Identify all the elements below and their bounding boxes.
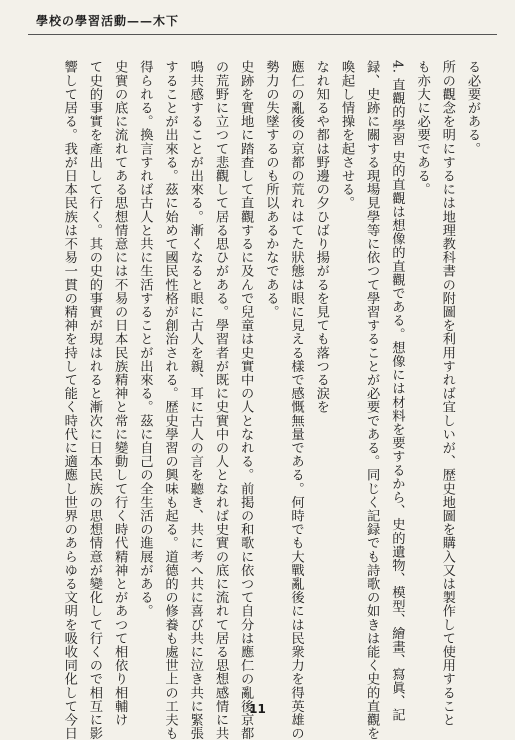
text-line: 應仁の亂後の京都の荒れはてた狀態は眼に見える樣で感慨無量である。何時でも大戰亂後には民衆力を得英雄の	[288, 60, 304, 740]
text-line: も亦大に必要である。	[414, 60, 430, 196]
text-line: なれ知るや都は野邊の夕ひばり揚がるを見ても落つる涙を	[313, 60, 329, 414]
text-line: 勢力の失墜するのも所以あるかなである。	[263, 60, 279, 319]
text-line: することが出來る。茲に始めて國民性格が創治される。歴史學習の興味も起る。道德的の修養も處世上の工夫も	[162, 60, 178, 740]
text-line: 喚起し情操を起させる。	[338, 60, 354, 210]
text-line: て史的事實を產出して行く。其の史的事實が現はれると漸次に日本民族の思想情意が變化して行くので相互に影	[86, 60, 102, 740]
header-rule	[28, 34, 497, 35]
text-line: 4. 直觀的學習 史的直觀は想像的直觀である。想像には材料を要するから、史的遺物、模型、繪畫、寫眞、記	[389, 60, 405, 722]
page-number: 11	[249, 702, 266, 716]
text-line: 響して居る。我が日本民族は不易一貫の精神を持して能く時代に適應し世界のあらゆる文明を吸收同化して今日	[61, 60, 77, 740]
text-line: 史實の底に流れてある思想情意には不易の日本民族精神と常に變動して行く時代精神とがあつて相依り相輔け	[112, 60, 128, 727]
text-line: 所の觀念を明にするには地理教科書の附圖を利用すれば宜しいが、歴史地圖を購入又は製作して使用すること	[439, 60, 455, 727]
text-line: る必要がある。	[465, 60, 480, 156]
text-line: 録、史跡に關する現場見學等に依つて學習することが必要である。同じく記録でも詩歌の如きは能く史的直觀を	[364, 60, 380, 740]
running-head	[0, 10, 515, 34]
running-head-title: 學校の學習活動——木下	[36, 14, 180, 28]
text-line: 史跡を實地に踏査して直觀するに及んで兒童は史實中の人となれる。前掲の和歌に依つて自分は應仁の亂後京都	[238, 60, 254, 740]
text-line: 得られる。換言すれば古人と共に生活することが出來る。茲に自己の全生活の進展がある。	[137, 60, 153, 618]
text-line: の荒野に立つて悲觀して居る思ひがある。學習者が既に史實中の人となれば史實の底に流れて居る思想感情に共	[212, 60, 228, 740]
text-line: 鳴共感することが出來る。漸くなると眼に古人を親、耳に古人の言を聽き、共に考へ共に喜び共に泣き共に緊張	[187, 60, 203, 740]
